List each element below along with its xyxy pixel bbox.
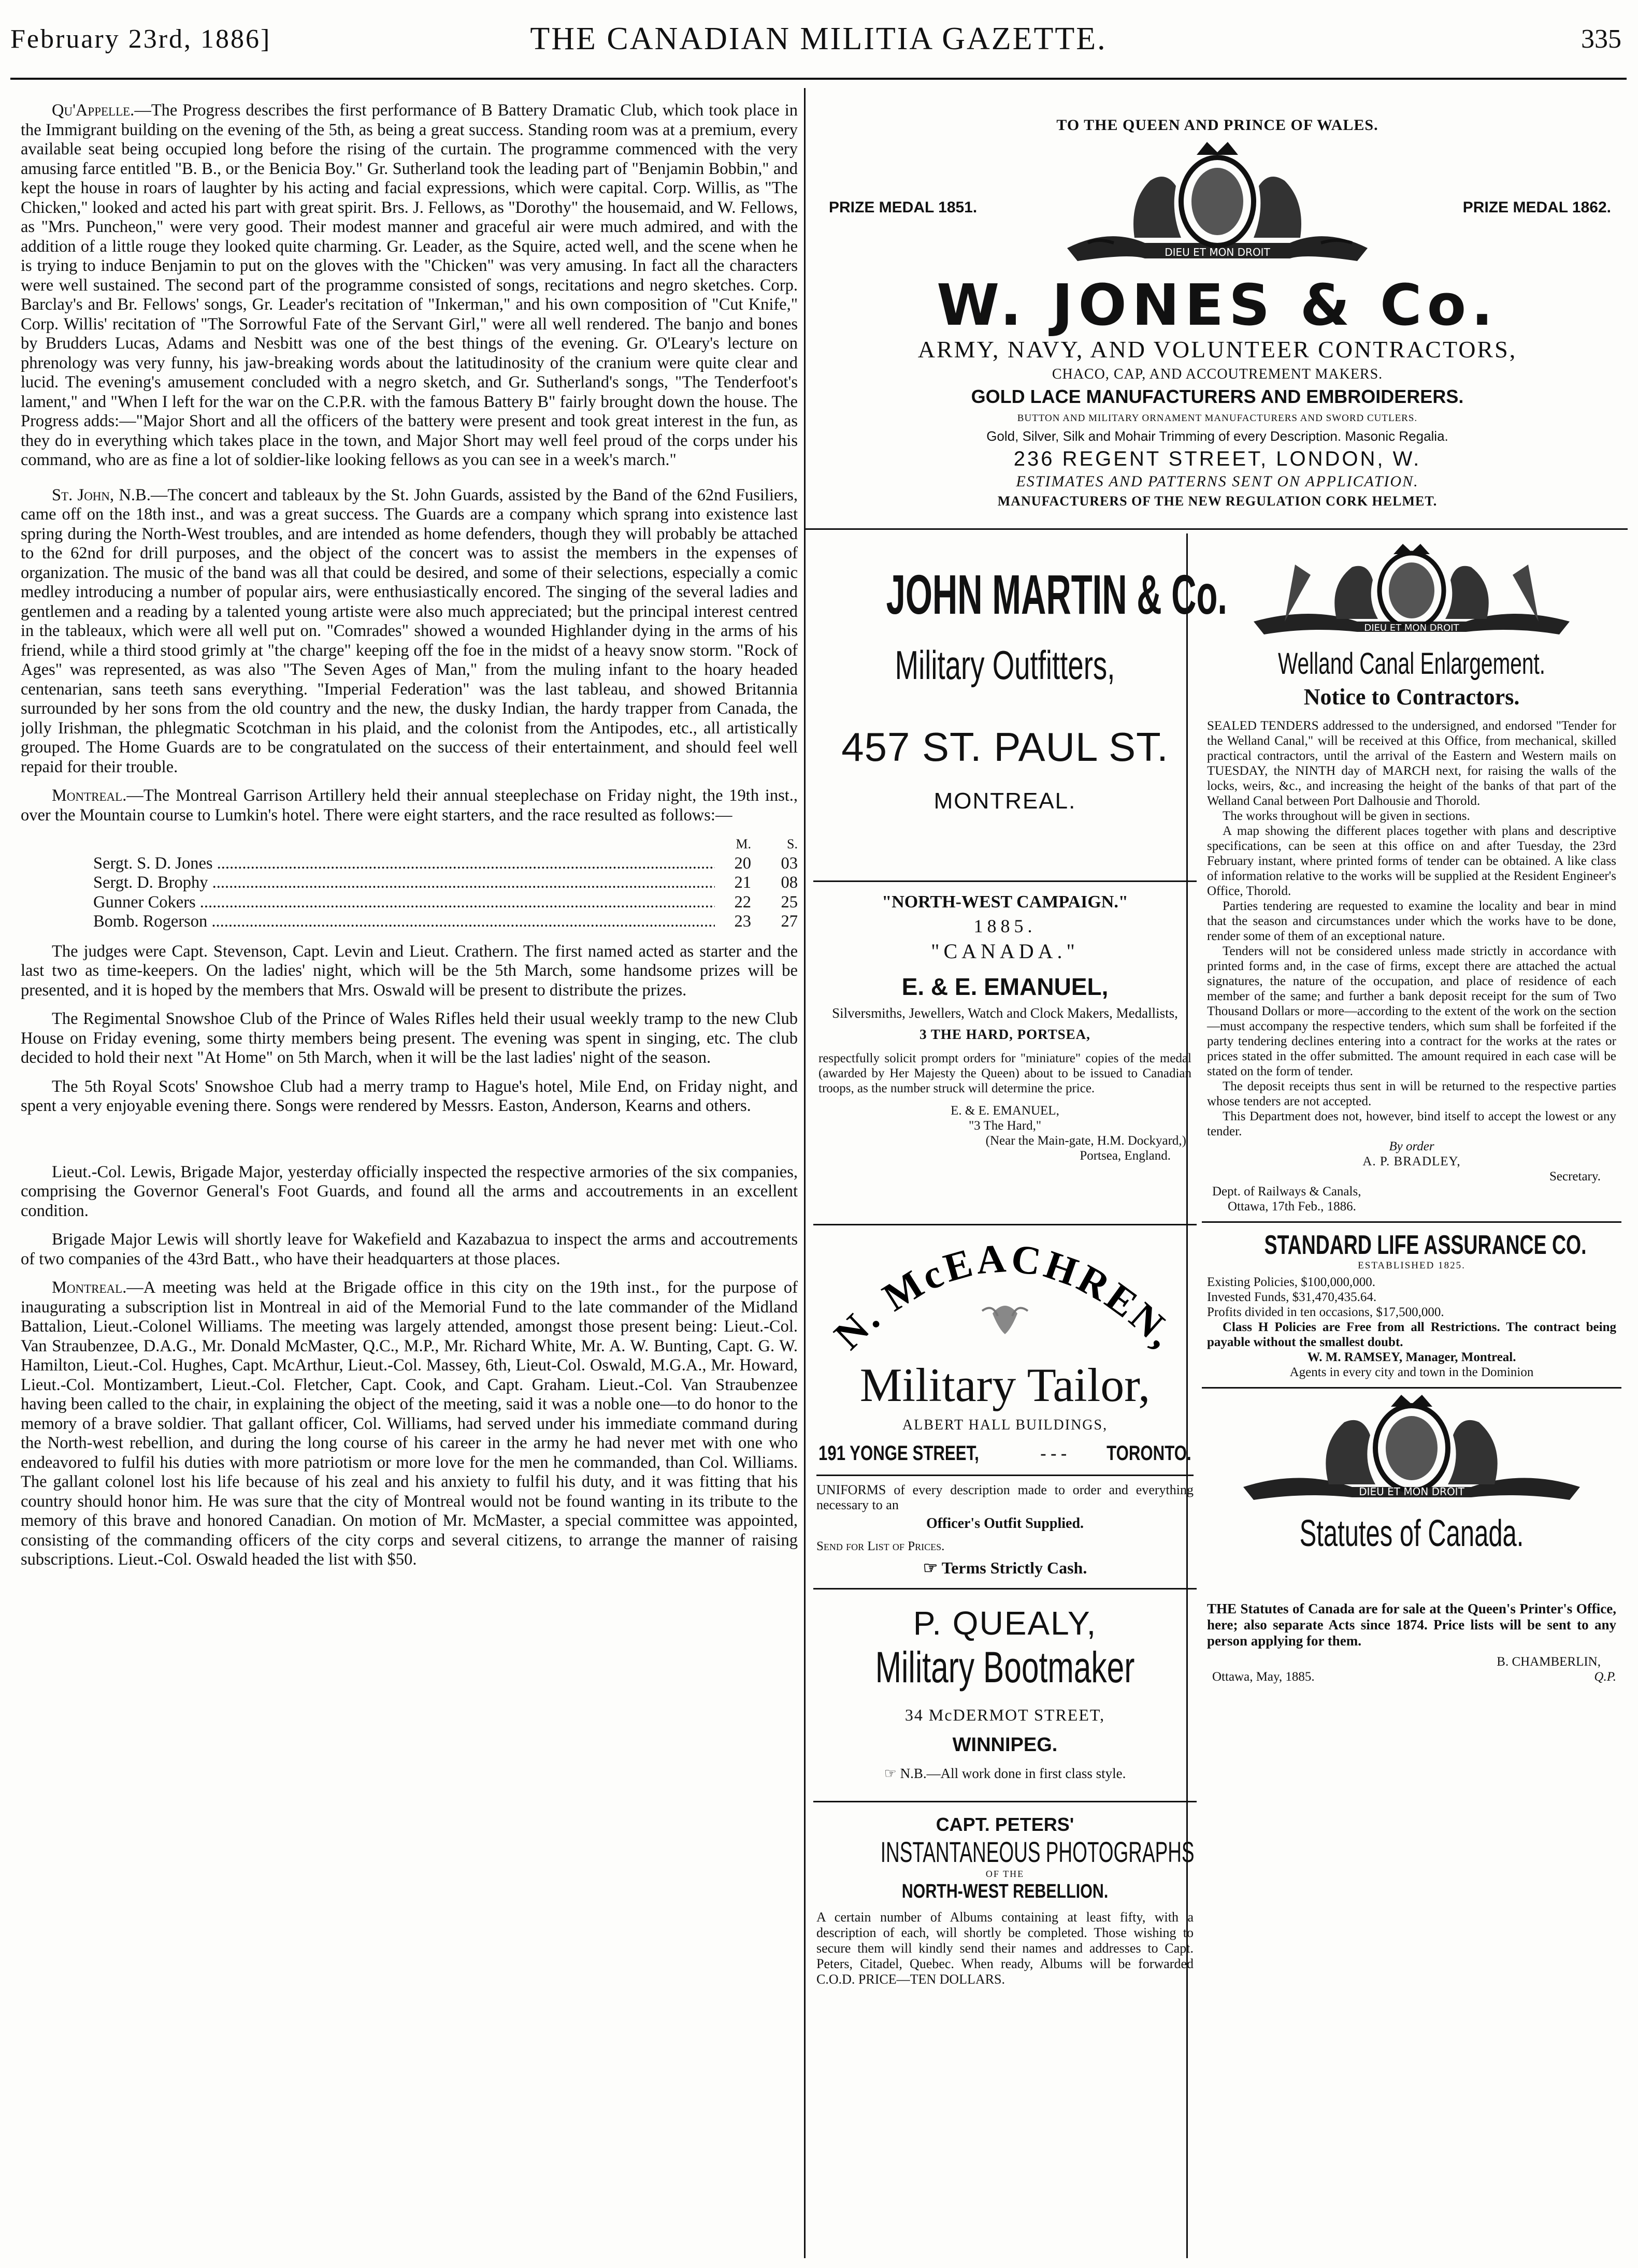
- ad-quealy-title: Military Bootmaker: [875, 1643, 1135, 1692]
- article-brigade-major: Brigade Major Lewis will shortly leave for Wakefield and Kazabazua to inspect the arms and accoutrements of two companies of the 43rd Batt., who have their headquarters at those places.: [21, 1230, 798, 1268]
- racer-seconds: 08: [781, 873, 798, 892]
- ad-peters-line3: OF THE: [985, 1869, 1025, 1879]
- crest-motto: DIEU ET MON DROIT: [1165, 246, 1270, 258]
- ad-quealy-name: P. QUEALY,: [913, 1605, 1097, 1642]
- ad-separator: [813, 880, 1197, 882]
- racer-name: Gunner Cokers .....: [93, 893, 715, 913]
- ad-standard-l2: Invested Funds, $31,470,435.64.: [1207, 1290, 1377, 1304]
- article-text: —A meeting was held at the Brigade office in this city on the 19th inst., for the purpose of inaugurating a subscription list in Montreal in aid of the Memorial Fund to the late commander of the Midland Battalion, Lieut.-Colonel Williams. The meeting was largely attended, amongst those present being: Lieut.-Col. Van Straubenzee, D.A.G., Mr. Donald McMaster, Q.C., M.P., Mr. Richard White, Mr. A. W. Bunting, Capt. G. W. Hamilton, Lieut.-Col. Hughes, Capt. McArthur, Lieut.-Col. Massey, 6th, Lieut-Col. Oswald, M.G.A., Mr. Howard, Lieut.-Col. Montizambert, Lieut.-Col. Fletcher, Capt. Cook, and Capt. Graham. Lieut.-Col. Van Straubenzee having been called to the chair, in explaining the object of the meeting, said it was a noble one—to do honor to the memory of a brave soldier. That gallant officer, Col. Williams, had served under his immediate command during the North-west rebellion, and during the long course of his career in the army he had never met with one who endeavored to fulfil his duties with more patriotism or more love for the men he commanded, than Col. Williams. The gallant colonel lost his life because of his zeal and his anxiety to fulfil his duty, and it was fitting that his country should honor him. He was sure that the city of Montreal would not be found wanting in its tribute to the memory of this brave and honored Canadian. On motion of Mr. McMaster, a special committee was appointed, consisting of the commanding officers of the city corps and several citizens, to arrange the manner of raising subscriptions. Lieut.-Col. Oswald headed the list with $50.: [21, 1278, 798, 1569]
- ad-martin-address: 457 ST. PAUL ST.: [841, 724, 1169, 770]
- ad-jones-name: W. JONES & Co.: [937, 272, 1498, 338]
- ad-mceachren-city: TORONTO.: [1107, 1442, 1191, 1465]
- ad-jones-top: TO THE QUEEN AND PRINCE OF WALES.: [1056, 117, 1378, 134]
- place-montreal: Montreal.: [52, 786, 127, 805]
- medal-left: PRIZE MEDAL 1851.: [829, 199, 978, 216]
- ad-standard-life: [1202, 1230, 1621, 1380]
- ad-mceachren: [813, 1225, 1197, 1588]
- ad-quealy-note: [813, 1766, 1197, 1782]
- ad-welland-p3: A map showing the different places together with plans and descriptive specifications, can be seen at this office on and after Tuesday, the 23rd February instant, where printed forms of tender can be obtained. A like class of information relative to the works will be supplied at the Resident Engineer's Office, Thorold.: [1207, 824, 1616, 898]
- ad-standard-name: STANDARD LIFE ASSURANCE CO.: [1264, 1230, 1587, 1260]
- ad-emanuel-year: 1885.: [973, 916, 1037, 936]
- ad-jones-line5: Gold, Silver, Silk and Mohair Trimming of every Description. Masonic Regalia.: [986, 428, 1448, 444]
- ad-quealy-address: 34 McDERMOT STREET,: [904, 1706, 1105, 1724]
- ad-mceachren-terms: [816, 1558, 1194, 1578]
- page-header: [10, 15, 1627, 71]
- racer-seconds: 03: [781, 854, 798, 873]
- place-quappelle: Qu'Appelle.: [52, 101, 135, 120]
- ad-jones-line3: GOLD LACE MANUFACTURERS AND EMBROIDERERS.: [971, 386, 1464, 407]
- minutes-header: M.: [736, 836, 751, 851]
- place-montreal: Montreal.: [52, 1278, 127, 1297]
- ad-emanuel-trade: Silversmiths, Jewellers, Watch and Clock Makers, Medallists,: [832, 1005, 1178, 1021]
- ad-mceachren-outfits: Officer's Outfit Supplied.: [926, 1515, 1084, 1532]
- ad-jones-line2: CHACO, CAP, AND ACCOUTREMENT MAKERS.: [1052, 366, 1383, 382]
- ad-welland-subtitle: Notice to Contractors.: [1303, 684, 1520, 710]
- ad-peters-body: A certain number of Albums containing at least fifty, with a description of each, will shortly be completed. Those wishing to secure them will kindly send their names and addresses to Capt. Peters, Citadel, Quebec. When ready, Albums will be forwarded C.O.D. PRICE—TEN DOLLARS.: [816, 1910, 1194, 1987]
- race-results-table: [21, 834, 798, 932]
- ad-mceachren-title: Military Tailor,: [859, 1359, 1151, 1411]
- news-column: [21, 101, 798, 2256]
- ad-welland-signer-title: Secretary.: [1549, 1169, 1601, 1183]
- ad-statutes-signer: B. CHAMBERLIN,: [1497, 1655, 1601, 1669]
- ad-standard-established: ESTABLISHED 1825.: [1358, 1260, 1465, 1271]
- article-montreal-steeplechase: [21, 786, 798, 825]
- racer-minutes: 23: [734, 912, 751, 931]
- article-montreal-memorial: [21, 1278, 798, 1570]
- ad-mceachren-uniforms: UNIFORMS of every description made to order and everything necessary to an: [816, 1482, 1194, 1512]
- ad-mceachren-street: 191 YONGE STREET,: [818, 1442, 979, 1465]
- ad-quealy-city: WINNIPEG.: [952, 1734, 1058, 1756]
- article-text: —The Montreal Garrison Artillery held their annual steeplechase on Friday night, the 19th inst., over the Mountain course to Lumkin's hotel. There were eight starters, and the race resulted as follows:—: [21, 786, 798, 825]
- eagle-icon: [982, 1306, 1028, 1334]
- ad-statutes-title: Statutes of Canada.: [1299, 1513, 1524, 1554]
- article-judges: The judges were Capt. Stevenson, Capt. Levin and Lieut. Crathern. The first named acted as starter and the last two as time-keepers. On the ladies' night, which will be the 5th March, some handsome prizes will be presented, and it is hoped by the members that Mrs. Oswald will be present to distribute the prizes.: [21, 942, 798, 1000]
- ad-welland: [1202, 544, 1621, 1214]
- ad-separator: [813, 1801, 1197, 1802]
- ad-welland-date: Ottawa, 17th Feb., 1886.: [1228, 1200, 1356, 1214]
- royal-crest-icon: [1207, 544, 1616, 647]
- article-st-john: [21, 486, 798, 777]
- racer-name: Bomb. Rogerson .....: [93, 912, 715, 932]
- ad-standard-manager: W. M. RAMSEY, Manager, Montreal.: [1307, 1350, 1516, 1364]
- ad-separator: [1202, 1221, 1621, 1223]
- article-royal-scots: The 5th Royal Scots' Snowshoe Club had a merry tramp to Hague's hotel, Mile End, on Friday night, and spent a very enjoyable evening there. Songs were rendered by Messrs. Easton, Anderson, Kearns and others.: [21, 1077, 798, 1115]
- issue-date: February 23rd, 1886]: [10, 24, 271, 54]
- ad-peters-line1: CAPT. PETERS': [936, 1814, 1074, 1835]
- ad-emanuel-line2: "CANADA.": [931, 940, 1079, 963]
- royal-crest-icon: [1207, 1394, 1616, 1513]
- royal-crest-icon: [1046, 139, 1388, 274]
- ad-welland-p5: Tenders will not be considered unless made strictly in accordance with printed forms and, in the case of firms, except there are attached the actual signatures, the nature of the occupation, and place of residence of each member of the same; and further a bank deposit receipt for the sum of Two Thousand Dollars or more—according to the extent of the work on the section—must accompany the respective tenders, which sum shall be forfeited if the party tendering declines entering into a contract for the works at the rates or prices stated in the offer submitted. The amount required in each case will be stated on the form of tender.: [1207, 944, 1616, 1078]
- ad-welland-dept: Dept. of Railways & Canals,: [1212, 1184, 1361, 1198]
- ad-statutes-place-date: Ottawa, May, 1885.: [1212, 1670, 1315, 1684]
- pointing-hand-icon: ☞: [923, 1558, 942, 1577]
- ad-welland-p7: This Department does not, however, bind itself to accept the lowest or any tender.: [1207, 1109, 1616, 1138]
- ad-martin-name: JOHN MARTIN & Co.: [886, 563, 1228, 626]
- ad-standard-l3: Profits divided in ten occasions, $17,500,000.: [1207, 1305, 1444, 1319]
- article-text: —The concert and tableaux by the St. John Guards, assisted by the Band of the 62nd Fusiliers, came off on the 18th inst., and was a great success. The Guards are a company which sprang into existence last spring during the North-West troubles, and are intended as home defenders, though they will probably be attached to the 62nd for drill purposes, and the object of the concert was to assist the members in the expenses of organization. The music of the band was all that could be desired, and some of their selections, especially a comic medley introducing a number of popular airs, were enthusiastically encored. The singing of the several ladies and gentlemen and a reading by a talented young artiste were also much appreciated; but the principal interest centred in the tableaux, which were all well put on. "Comrades" showed a wounded Highlander dying in the arms of his friend, while a third stood grimly at "the charge" keeping off the foe in the midst of a heavy snow storm. "Rock of Ages" was represented, as was also "The Seven Ages of Man," from the muling infant to the hoary headed centenarian, sans teeth sans everything. "Imperial Federation" was the last tableau, and showed Britannia surrounded by her sons from the old country and the new, the dusky Indian, the hardy trapper from Canada, the jolly Irishman, the phlegmatic Scotchman in his plaid, and the colonist from the Antipodes, etc., all artistically grouped. The Home Guards are to be congratulated on the success of their entertainment, and should feel well repaid for their trouble.: [21, 485, 798, 776]
- ad-standard-l4: Class H Policies are Free from all Restrictions. The contract being payable without the smallest doubt.: [1207, 1320, 1616, 1349]
- ad-jones-line7: ESTIMATES AND PATTERNS SENT ON APPLICATION.: [1016, 473, 1419, 490]
- racer-name: Sergt. D. Brophy .....: [93, 873, 715, 893]
- ad-statutes-footer: [1207, 1669, 1616, 1684]
- seconds-header: S.: [787, 836, 798, 851]
- ad-welland-p4: Parties tendering are requested to examine the locality and bear in mind that the season and circumstances under which the works have to be done, render some of them of an exceptional nature.: [1207, 899, 1616, 943]
- ad-peters-line2: INSTANTANEOUS PHOTOGRAPHS: [880, 1836, 1195, 1868]
- page-title: THE CANADIAN MILITIA GAZETTE.: [530, 21, 1107, 56]
- table-row: [21, 873, 798, 893]
- ad-emanuel: [813, 892, 1197, 1224]
- ad-jones-line4: BUTTON AND MILITARY ORNAMENT MANUFACTURERS AND SWORD CUTLERS.: [1017, 413, 1418, 424]
- ad-separator: [1202, 1387, 1621, 1389]
- ad-mceachren-arch: [816, 1225, 1194, 1360]
- ad-w-jones: [813, 101, 1621, 523]
- racer-seconds: 25: [781, 892, 798, 912]
- crest-motto: DIEU ET MON DROIT: [1359, 1485, 1464, 1498]
- article-lewis: Lieut.-Col. Lewis, Brigade Major, yesterday officially inspected the respective armories of the six companies, comprising the Governor General's Foot Guards, and found all the arms and accoutrements in an excellent condition.: [21, 1162, 798, 1220]
- ad-emanuel-address: 3 THE HARD, PORTSEA,: [919, 1027, 1090, 1042]
- ad-standard-agents: Agents in every city and town in the Dominion: [1289, 1365, 1534, 1379]
- ad-welland-p6: The deposit receipts thus sent in will be returned to the respective parties whose tenders are not accepted.: [1207, 1079, 1616, 1108]
- ad-statutes-initials: Q.P.: [1594, 1670, 1616, 1684]
- ad-welland-p2: The works throughout will be given in sections.: [1223, 809, 1470, 823]
- column-divider: [804, 88, 806, 2258]
- ad-jones-medals: [813, 139, 1621, 274]
- ad-welland-p1: SEALED TENDERS addressed to the undersigned, and endorsed "Tender for the Welland Canal," will be received at this Office, from mechanical, skilled practical contractors, until the arrival of the Eastern and Western mails on TUESDAY, the NINTH day of MARCH next, for raising the walls of the locks, weirs, &c., and increasing the height of the banks of that part of the Welland Canal between Port Dalhousie and Thorold.: [1207, 719, 1616, 808]
- ad-jones-line6: 236 REGENT STREET, LONDON, W.: [1013, 447, 1421, 470]
- ad-mceachren-building: ALBERT HALL BUILDINGS,: [902, 1417, 1108, 1433]
- article-snowshoe: The Regimental Snowshoe Club of the Prince of Wales Rifles held their usual weekly tramp to the new Club House on Friday evening, some thirty members being present. The evening was spent in singing, etc. The club decided to hold their next "At Home" on 5th March, when it will be the last ladies' night of the season.: [21, 1009, 798, 1067]
- page-number: 335: [1581, 24, 1621, 54]
- ad-mceachren-address: [816, 1442, 1194, 1465]
- ad-statutes-body: THE Statutes of Canada are for sale at the Queen's Printer's Office, here; also separate Acts since 1874. Price lists will be sent to any person applying for them.: [1207, 1601, 1616, 1649]
- ad-mceachren-send: Send for List of Prices.: [816, 1539, 945, 1553]
- racer-seconds: 27: [781, 912, 798, 931]
- ad-emanuel-sig4: Portsea, England.: [1080, 1149, 1171, 1163]
- table-row: [21, 893, 798, 913]
- ad-separator: [816, 1475, 1194, 1476]
- ad-jones-line8: MANUFACTURERS OF THE NEW REGULATION CORK HELMET.: [997, 494, 1438, 509]
- ad-mceachren-dashes: - - -: [1040, 1443, 1067, 1463]
- ad-john-martin: [813, 563, 1228, 880]
- ad-emanuel-sig3: (Near the Main-gate, H.M. Dockyard,): [985, 1134, 1186, 1148]
- header-rule: [10, 78, 1627, 80]
- race-results-header: [21, 834, 798, 854]
- middle-ad-column: [813, 544, 1228, 1987]
- ad-quealy: [813, 1604, 1197, 1801]
- ad-welland-title: Welland Canal Enlargement.: [1277, 647, 1546, 681]
- ad-separator: [813, 1588, 1197, 1590]
- racer-minutes: 22: [734, 892, 751, 912]
- ad-welland-by-order: By order: [1389, 1139, 1434, 1153]
- ad-emanuel-body: respectfully solicit prompt orders for "miniature" copies of the medal (awarded by Her Majesty the Queen) about to be issued to Canadian troops, as the number struck will determine the price.: [818, 1051, 1191, 1095]
- right-ad-column: [1202, 544, 1621, 1684]
- ad-martin-city: MONTREAL.: [933, 788, 1076, 814]
- ad-emanuel-name: E. & E. EMANUEL,: [901, 973, 1109, 1000]
- ad-rule: [804, 528, 1628, 530]
- ad-welland-signer: A. P. BRADLEY,: [1362, 1154, 1461, 1168]
- racer-minutes: 20: [734, 854, 751, 873]
- ad-quealy-note-text: N.B.—All work done in first class style.: [900, 1766, 1126, 1781]
- article-text: —The Progress describes the first performance of B Battery Dramatic Club, which took place in the Immigrant building on the evening of the 5th, as being a great success. Standing room was at a premium, every available seat being occupied long before the rising of the curtain. The programme commenced with the very amusing farce entitled "B. B., or the Benicia Boy." Gr. Sutherland took the leading part of "Benjamin Bobbin," and kept the house in roars of laughter by his acting and facial expressions, which were capital. Corp. Willis, as "The Chicken," looked and acted his part with great spirit. Brs. J. Fellows, as "Dorothy" the housemaid, and W. Fellows, as "Mrs. Puncheon," were very good. Their modest manner and graceful air were much admired, and with the addition of a little rouge they looked quite charming. Gr. Leader, as the Squire, acted well, and the scene when he is trying to induce Benjamin to put on the gloves with the "Chicken" was very amusing. In fact all the characters were well sustained. The second part of the programme consisted of songs, recitations and negro sketches. Corp. Barclay's and Br. Fellows' songs, Gr. Leader's recitation of "Inkerman," and his own composition of "Cut Knife," Corp. Willis' recitation of "The Sorrowful Fate of the Servant Girl," were all well rendered. The banjo and bones by Brudders Lucas, Adams and Nesbitt was one of the best things of the evening. Gr. O'Leary's lecture on phrenology was very funny, his jaw-breaking words about the latitudinosity of the cranium were quite clear and lucid. The evening's amusement concluded with a negro sketch, and Gr. Sutherland's songs, "The Tenderfoot's lament," and "When I left for the war on the C.P.R. with the famous Battery B" fairly brought down the house. The Progress adds:—"Major Short and all the officers of the battery were present and took great interest in the fun, as they do in everything which takes place in the town, and Major Short may well feel proud of the corps under his command, who are as fine a lot of soldier-like looking fellows as you can see in a week's march.": [21, 101, 798, 469]
- place-st-john: St. John, N.B.: [52, 485, 151, 504]
- pointing-hand-icon: ☞: [884, 1766, 900, 1781]
- ad-mceachren-terms-text: Terms Strictly Cash.: [941, 1558, 1087, 1577]
- racer-name: Sergt. S. D. Jones .....: [93, 854, 715, 874]
- ad-statutes: [1202, 1394, 1621, 1684]
- ad-jones-line1: ARMY, NAVY, AND VOLUNTEER CONTRACTORS,: [917, 336, 1517, 363]
- ad-welland-body: [1207, 718, 1616, 1139]
- racer-minutes: 21: [734, 873, 751, 892]
- ad-mceachren-name: N. McEACHREN,: [825, 1235, 1186, 1358]
- ad-emanuel-sig2: "3 The Hard,": [968, 1119, 1042, 1133]
- ad-emanuel-line1: "NORTH-WEST CAMPAIGN.": [882, 892, 1128, 912]
- ad-martin-line1: Military Outfitters,: [895, 642, 1115, 688]
- crest-motto: DIEU ET MON DROIT: [1364, 623, 1459, 633]
- ad-emanuel-sig1: E. & E. EMANUEL,: [951, 1104, 1059, 1118]
- ad-peters-line4: NORTH-WEST REBELLION.: [901, 1881, 1109, 1902]
- ad-standard-l1: Existing Policies, $100,000,000.: [1207, 1275, 1375, 1289]
- table-row: [21, 854, 798, 874]
- ad-peters: [813, 1814, 1197, 1987]
- table-row: [21, 912, 798, 932]
- article-quappelle: [21, 101, 798, 470]
- medal-right: PRIZE MEDAL 1862.: [1462, 199, 1611, 216]
